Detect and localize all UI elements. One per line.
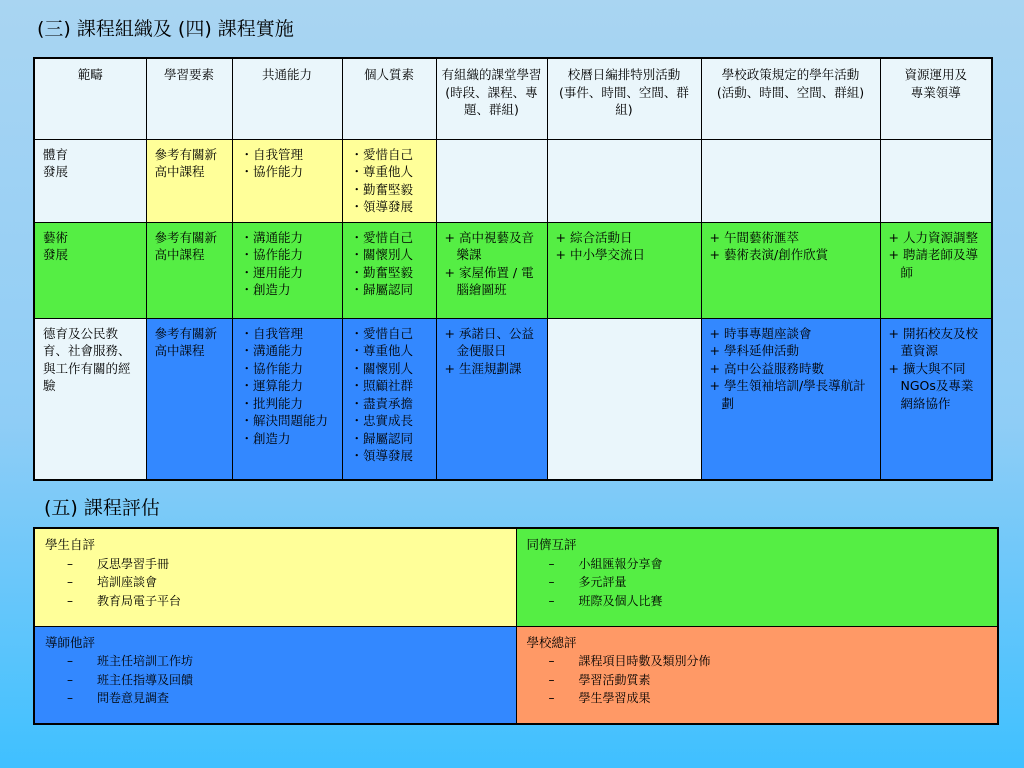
column-header: 有組織的課堂學習 (時段、課程、專題、群組) xyxy=(436,58,547,139)
table-row-physical xyxy=(34,139,992,222)
section-heading-implementation: (三) 課程組織及 (四) 課程實施 xyxy=(37,18,294,40)
list-item: – 培訓座談會 xyxy=(67,573,506,592)
qualities-cell xyxy=(342,222,436,318)
evaluation-row xyxy=(34,626,998,724)
list-item: ・照顧社群 xyxy=(350,378,414,393)
evaluation-cell-mentor xyxy=(34,626,516,724)
list-item: + 學科延伸活動 xyxy=(709,343,799,358)
curriculum-implementation-table xyxy=(33,57,993,481)
list-item: + 聘請老師及導師 xyxy=(888,247,978,280)
generic-skills-cell xyxy=(232,318,342,480)
list-item: – 班際及個人比賽 xyxy=(549,592,988,611)
evaluation-title: 導師他評 xyxy=(45,634,96,650)
column-header: 範疇 xyxy=(34,58,146,139)
domain-cell: 德育及公民教育、社會服務、與工作有關的經驗 xyxy=(34,318,146,480)
list-item: ・忠實成長 xyxy=(350,413,414,428)
list-item: ・關懷別人 xyxy=(350,247,414,262)
section-heading-evaluation: (五) 課程評估 xyxy=(44,497,160,519)
calendar-cell xyxy=(547,139,701,222)
list-item: ・愛惜自己 xyxy=(350,229,414,245)
list-item: + 人力資源調整 xyxy=(888,229,978,245)
list-item: + 藝術表演/創作欣賞 xyxy=(709,247,829,262)
list-item: + 家屋佈置 / 電腦繪圖班 xyxy=(444,264,534,297)
list-item: + 高中公益服務時數 xyxy=(709,360,824,376)
learning-cell: 參考有關新高中課程 xyxy=(146,222,232,318)
list-item: ・勤奮堅毅 xyxy=(350,181,414,197)
resources-cell xyxy=(880,318,992,480)
list-item: ・創造力 xyxy=(240,282,291,297)
list-item: + 綜合活動日 xyxy=(555,229,633,245)
list-item: + 生涯規劃課 xyxy=(444,360,522,376)
list-item: + 擴大與不同NGOs及專業網絡協作 xyxy=(888,360,974,411)
list-item: – 反思學習手冊 xyxy=(67,555,506,574)
list-item: ・歸屬認同 xyxy=(350,282,414,297)
list-item: – 多元評量 xyxy=(549,573,988,592)
list-item: + 承諾日、公益金便服日 xyxy=(444,325,534,358)
list-item: – 班主任培訓工作坊 xyxy=(67,652,506,671)
list-item: ・勤奮堅毅 xyxy=(350,264,414,280)
classroom-cell xyxy=(436,318,547,480)
evaluation-cell-self xyxy=(34,528,516,626)
list-item: – 班主任指導及回饋 xyxy=(67,671,506,690)
column-header: 共通能力 xyxy=(232,58,342,139)
list-item: + 開拓校友及校董資源 xyxy=(888,325,978,358)
classroom-cell xyxy=(436,222,547,318)
evaluation-title: 學生自評 xyxy=(45,537,96,552)
list-item: – 教育局電子平台 xyxy=(67,592,506,611)
list-item: ・解決問題能力 xyxy=(240,413,329,428)
list-item: ・運算能力 xyxy=(240,378,304,393)
list-item: – 小組匯報分享會 xyxy=(549,555,988,574)
evaluation-cell-peer xyxy=(516,528,998,626)
curriculum-evaluation-table xyxy=(33,527,999,725)
list-item: ・協作能力 xyxy=(240,247,304,262)
qualities-cell xyxy=(342,318,436,480)
generic-skills-cell xyxy=(232,139,342,222)
list-item: – 課程項目時數及類別分佈 xyxy=(549,652,988,671)
generic-skills-cell xyxy=(232,222,342,318)
list-item: ・歸屬認同 xyxy=(350,430,414,446)
resources-cell xyxy=(880,139,992,222)
list-item: ・批判能力 xyxy=(240,395,304,411)
column-header: 校曆日編排特別活動 (事件、時間、空間、群組) xyxy=(547,58,701,139)
column-header: 學習要素 xyxy=(146,58,232,139)
evaluation-title: 同儕互評 xyxy=(526,537,577,552)
list-item: + 學生領袖培訓/學長導航計劃 xyxy=(709,378,866,411)
evaluation-cell-school xyxy=(516,626,998,724)
list-item: ・溝通能力 xyxy=(240,229,304,245)
list-item: ・創造力 xyxy=(240,430,291,446)
list-item: + 中小學交流日 xyxy=(555,247,645,262)
calendar-cell xyxy=(547,222,701,318)
column-header: 個人質素 xyxy=(342,58,436,139)
list-item: – 問卷意見調查 xyxy=(67,689,506,708)
list-item: ・愛惜自己 xyxy=(350,325,414,341)
list-item: ・運用能力 xyxy=(240,264,304,280)
policy-cell xyxy=(701,139,880,222)
resources-cell xyxy=(880,222,992,318)
domain-cell: 藝術 發展 xyxy=(34,222,146,318)
column-header: 學校政策規定的學年活動 (活動、時間、空間、群組) xyxy=(701,58,880,139)
list-item: ・愛惜自己 xyxy=(350,146,414,162)
list-item: ・自我管理 xyxy=(240,325,304,341)
learning-cell: 參考有關新高中課程 xyxy=(146,139,232,222)
table-header-row xyxy=(34,58,992,139)
list-item: + 午間藝術滙萃 xyxy=(709,229,799,245)
learning-cell: 參考有關新高中課程 xyxy=(146,318,232,480)
list-item: + 高中視藝及音樂課 xyxy=(444,229,534,262)
table-row-arts xyxy=(34,222,992,318)
list-item: – 學生學習成果 xyxy=(549,689,988,708)
evaluation-title: 學校總評 xyxy=(526,634,577,650)
list-item: ・尊重他人 xyxy=(350,343,414,358)
classroom-cell xyxy=(436,139,547,222)
list-item: + 時事專題座談會 xyxy=(709,325,812,341)
list-item: ・協作能力 xyxy=(240,164,304,179)
list-item: ・尊重他人 xyxy=(350,164,414,179)
domain-cell: 體育 發展 xyxy=(34,139,146,222)
list-item: ・領導發展 xyxy=(350,199,414,214)
list-item: ・自我管理 xyxy=(240,146,304,162)
list-item: ・盡責承擔 xyxy=(350,395,414,411)
calendar-cell xyxy=(547,318,701,480)
column-header: 資源運用及 專業領導 xyxy=(880,58,992,139)
policy-cell xyxy=(701,222,880,318)
list-item: ・領導發展 xyxy=(350,448,414,463)
policy-cell xyxy=(701,318,880,480)
list-item: ・協作能力 xyxy=(240,360,304,376)
qualities-cell xyxy=(342,139,436,222)
table-row-moral-civic xyxy=(34,318,992,480)
list-item: – 學習活動質素 xyxy=(549,671,988,690)
list-item: ・關懷別人 xyxy=(350,360,414,376)
evaluation-row xyxy=(34,528,998,626)
list-item: ・溝通能力 xyxy=(240,343,304,358)
